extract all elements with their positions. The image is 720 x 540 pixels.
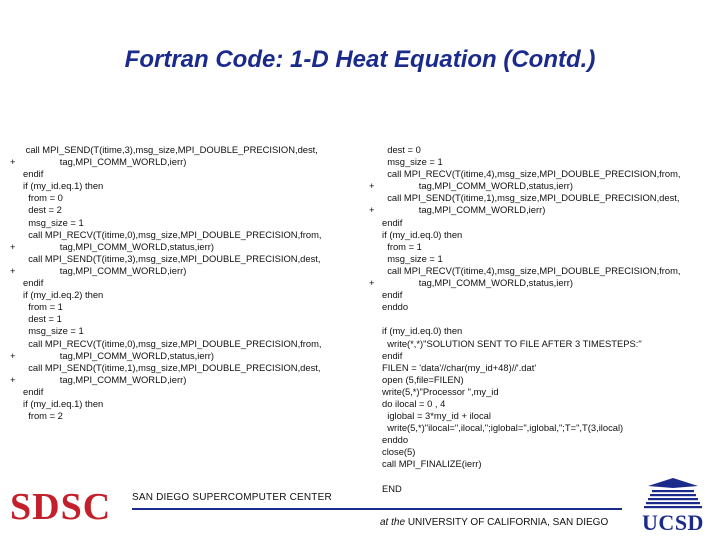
sdsc-center-name: SAN DIEGO SUPERCOMPUTER CENTER	[132, 492, 332, 503]
ucsd-emblem-icon	[634, 478, 712, 512]
ucsd-caption	[380, 517, 608, 528]
sdsc-logo: SDSC	[10, 486, 112, 528]
code-line: write(*,*)"SOLUTION SENT TO FILE AFTER 3 TIMESTEPS:"	[369, 337, 642, 349]
ucsd-logo	[634, 478, 712, 536]
code-line: msg_size = 1	[10, 325, 84, 337]
code-line: call MPI_RECV(T(itime,0),msg_size,MPI_DOUBLE_PRECISION,from,	[10, 228, 322, 240]
code-line: do ilocal = 0 , 4	[369, 397, 446, 409]
code-line	[369, 313, 681, 325]
code-line: endif	[10, 277, 44, 289]
code-line: dest = 2	[10, 204, 62, 216]
footer-divider	[132, 508, 622, 510]
ucsd-prefix: at the	[380, 517, 406, 528]
code-line: if (my_id.eq.2) then	[10, 289, 104, 301]
code-line: call MPI_SEND(T(itime,1),msg_size,MPI_DOUBLE_PRECISION,dest,	[369, 192, 680, 204]
code-line: + tag,MPI_COMM_WORLD,status,ierr)	[10, 349, 214, 361]
code-line: + tag,MPI_COMM_WORLD,status,ierr)	[369, 180, 573, 192]
code-line: call MPI_RECV(T(itime,4),msg_size,MPI_DOUBLE_PRECISION,from,	[369, 264, 681, 276]
code-line: endif	[369, 349, 403, 361]
code-line: call MPI_SEND(T(itime,3),msg_size,MPI_DOUBLE_PRECISION,dest,	[10, 144, 318, 155]
code-line: call MPI_FINALIZE(ierr)	[369, 458, 482, 470]
code-line: endif	[369, 289, 403, 301]
code-line: call MPI_SEND(T(itime,1),msg_size,MPI_DOUBLE_PRECISION,dest,	[10, 361, 321, 373]
code-line: enddo	[369, 301, 409, 313]
code-line: call MPI_RECV(T(itime,4),msg_size,MPI_DOUBLE_PRECISION,from,	[369, 168, 681, 180]
code-line: msg_size = 1	[369, 156, 443, 168]
code-block-right	[369, 144, 681, 495]
code-line: close(5)	[369, 446, 416, 458]
code-line: enddo	[369, 434, 409, 446]
code-block-left	[10, 144, 322, 422]
code-line: + tag,MPI_COMM_WORLD,ierr)	[10, 373, 187, 385]
code-line: if (my_id.eq.1) then	[10, 180, 104, 192]
code-line: write(5,*)"Processor ",my_id	[369, 385, 499, 397]
code-line: END	[369, 482, 402, 494]
code-line: from = 0	[10, 192, 63, 204]
code-line: write(5,*)"ilocal=",ilocal,";iglobal=",iglobal,";T=",T(3,ilocal)	[369, 422, 624, 434]
code-line: + tag,MPI_COMM_WORLD,ierr)	[10, 264, 187, 276]
code-line: if (my_id.eq.0) then	[369, 325, 463, 337]
code-line: + tag,MPI_COMM_WORLD,ierr)	[10, 156, 187, 168]
code-line: from = 2	[10, 410, 63, 422]
code-line: msg_size = 1	[369, 252, 443, 264]
code-line: iglobal = 3*my_id + ilocal	[369, 410, 491, 422]
code-line: from = 1	[369, 240, 422, 252]
code-line: endif	[10, 168, 44, 180]
code-line: open (5,file=FILEN)	[369, 373, 464, 385]
code-line: if (my_id.eq.0) then	[369, 228, 463, 240]
code-line: call MPI_RECV(T(itime,0),msg_size,MPI_DOUBLE_PRECISION,from,	[10, 337, 322, 349]
slide-title: Fortran Code: 1-D Heat Equation (Contd.)	[124, 46, 596, 73]
code-line: dest = 0	[369, 144, 421, 155]
code-line: msg_size = 1	[10, 216, 84, 228]
code-line: FILEN = 'data'//char(my_id+48)//'.dat'	[369, 361, 537, 373]
ucsd-logo-text: UCSD	[642, 510, 704, 535]
code-line: endif	[369, 216, 403, 228]
ucsd-university-name: UNIVERSITY OF CALIFORNIA, SAN DIEGO	[407, 517, 609, 528]
code-line: call MPI_SEND(T(itime,3),msg_size,MPI_DOUBLE_PRECISION,dest,	[10, 252, 321, 264]
code-line: if (my_id.eq.1) then	[10, 397, 104, 409]
code-line: dest = 1	[10, 313, 62, 325]
code-line: + tag,MPI_COMM_WORLD,status,ierr)	[369, 277, 573, 289]
code-line: endif	[10, 385, 44, 397]
code-line: from = 1	[10, 301, 63, 313]
code-line: + tag,MPI_COMM_WORLD,status,ierr)	[10, 240, 214, 252]
code-line: + tag,MPI_COMM_WORLD,ierr)	[369, 204, 546, 216]
